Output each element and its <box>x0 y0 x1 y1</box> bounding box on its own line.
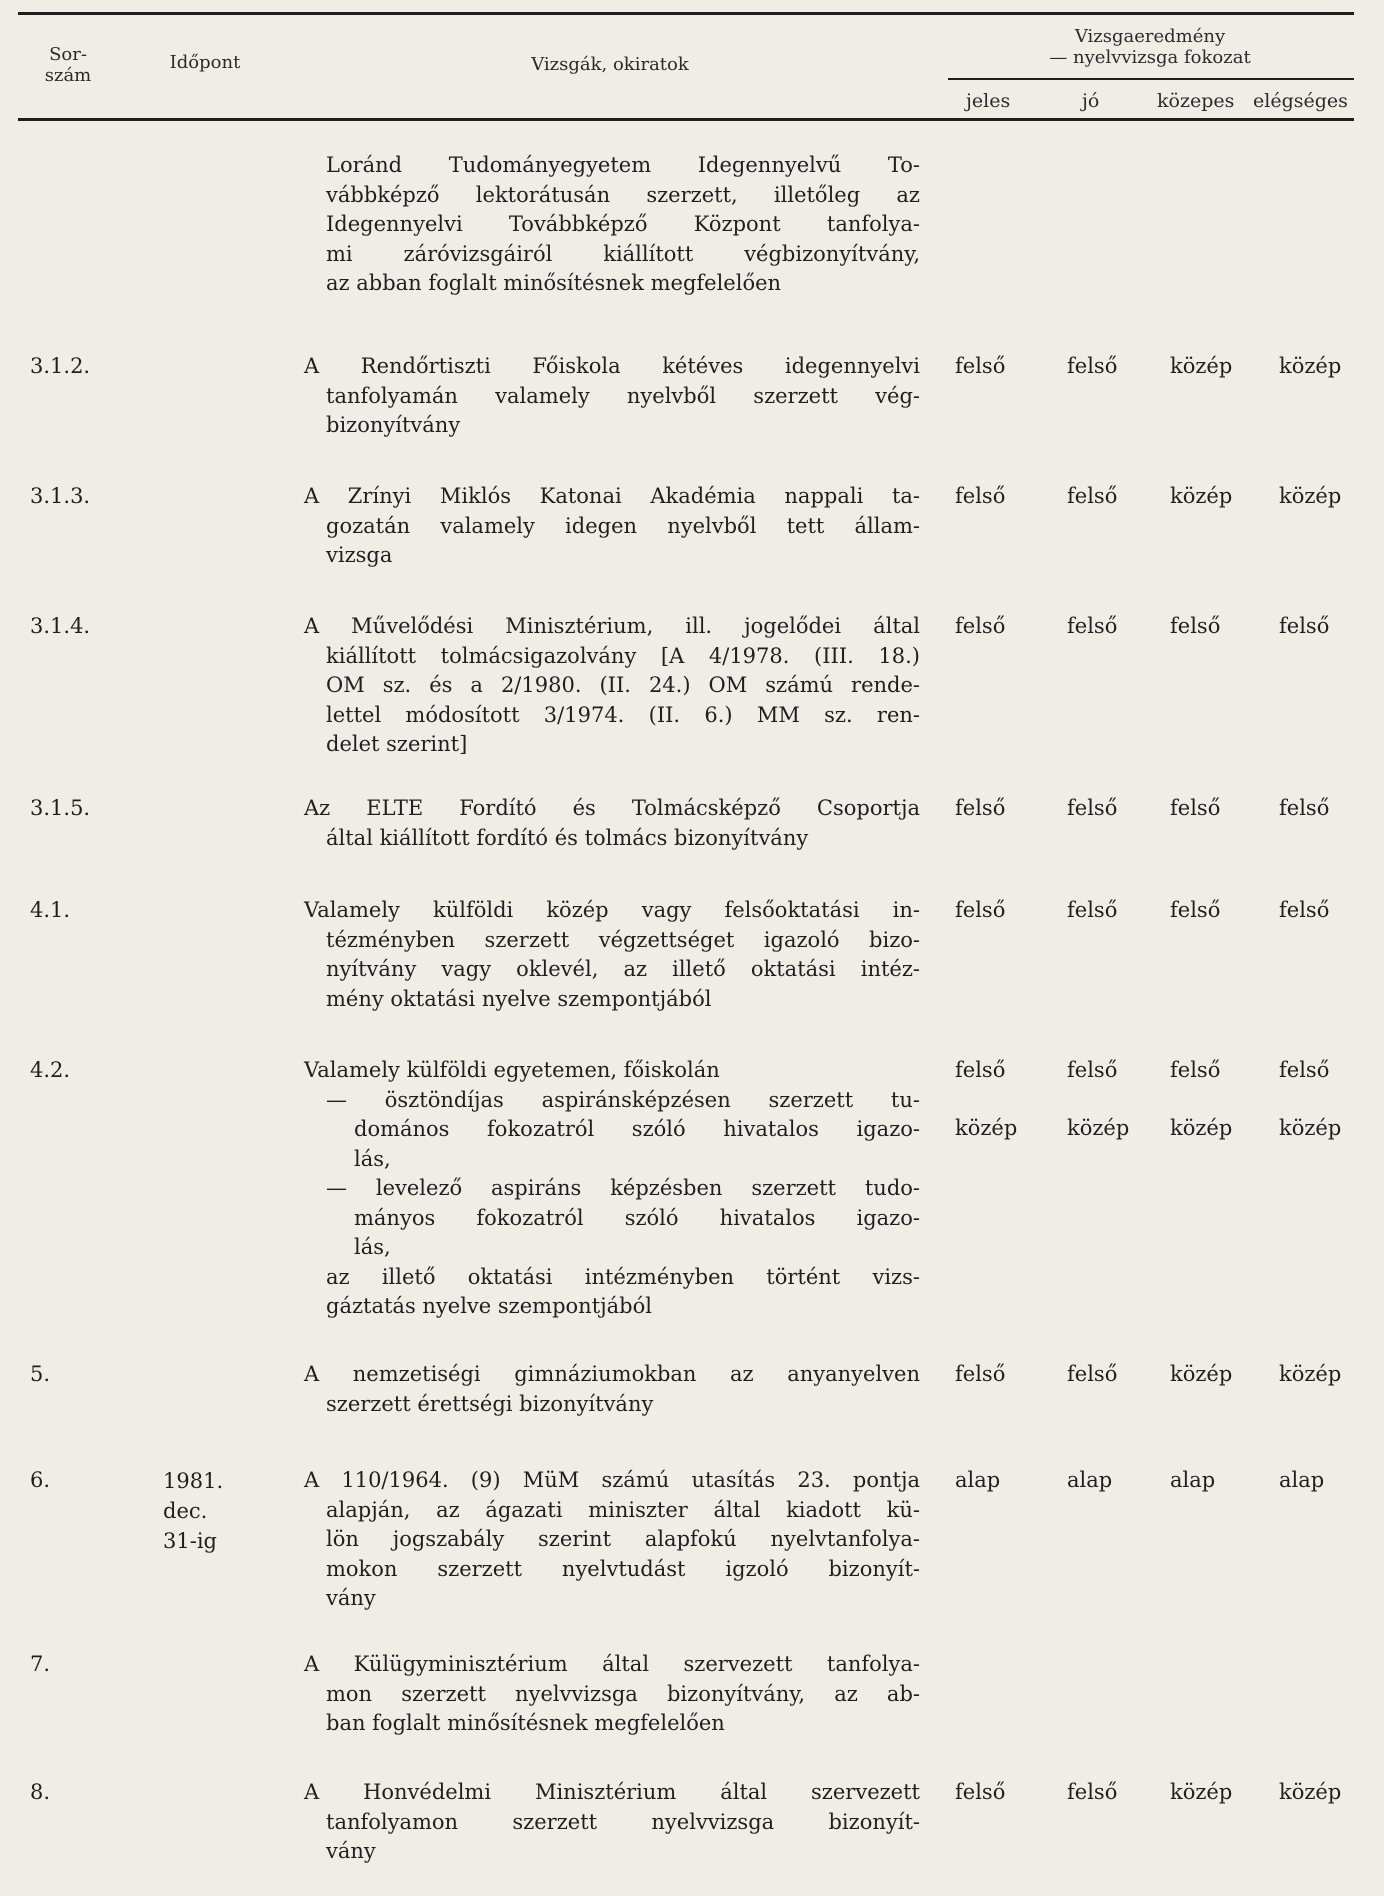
description-line: A nemzetiségi gimnáziumokban az anyanyelven <box>304 1362 920 1386</box>
grade-cell: közép <box>1279 1362 1342 1386</box>
description-line: mény oktatási nyelve szempontjából <box>326 986 712 1011</box>
description-line: bizonyítvány <box>326 413 461 437</box>
grade-cell: felső <box>1067 898 1118 922</box>
description-line: A 110/1964. (9) MüM számú utasítás 23. pontja <box>304 1468 920 1492</box>
description-line: vány <box>326 1586 376 1610</box>
description-line: az illető oktatási intézményben történt vizs- <box>326 1264 920 1289</box>
description-line: gáztatás nyelve szempontjából <box>326 1294 652 1318</box>
description-line: alapján, az ágazati miniszter által kiadott kü- <box>326 1497 920 1522</box>
description-line: — levelező aspiráns képzésben szerzett tudo- <box>326 1176 920 1200</box>
header-idopont: Időpont <box>169 52 241 73</box>
grade-cell: közép <box>1170 1362 1233 1386</box>
grade-cell: felső <box>1170 796 1221 820</box>
row-number: 3.1.3. <box>30 484 91 508</box>
grade-cell: közép <box>1170 1780 1233 1804</box>
grade-cell: felső <box>1067 796 1118 820</box>
description-line: tanfolyamán valamely nyelvből szerzett vég- <box>326 383 920 408</box>
grade-cell: felső <box>1170 898 1221 922</box>
description-line: A Rendőrtiszti Főiskola kétéves idegennyelvi <box>304 354 920 378</box>
row-number: 3.1.5. <box>30 796 91 820</box>
grade-cell: alap <box>1067 1468 1113 1492</box>
row-date: 1981. <box>163 1469 224 1493</box>
grade-cell: közép <box>1067 1116 1130 1140</box>
row-description <box>304 1650 920 1739</box>
description-line: mányos fokozatról szóló hivatalos igazo- <box>354 1205 920 1230</box>
row-date: 31-ig <box>163 1529 217 1553</box>
description-line: A Honvédelmi Minisztérium által szervezett <box>304 1780 920 1804</box>
row-number: 7. <box>30 1652 51 1676</box>
top-rule <box>18 12 1354 15</box>
description-line: lás, <box>354 1235 391 1259</box>
description-line: mi záróvizsgáiról kiállított végbizonyítvány, <box>326 241 920 266</box>
row-number: 4.1. <box>30 898 71 922</box>
grade-cell: felső <box>1279 898 1330 922</box>
grade-cell: felső <box>955 796 1006 820</box>
description-line: lás, <box>354 1146 391 1171</box>
grade-cell: közép <box>1170 354 1233 378</box>
description-line: Idegennyelvi Továbbképző Központ tanfolya- <box>326 212 920 236</box>
row-number: 6. <box>30 1468 51 1492</box>
header-grade-kozepes: közepes <box>1157 90 1235 112</box>
grade-cell: felső <box>1067 354 1118 378</box>
grade-cell: felső <box>1279 1058 1330 1082</box>
row-number: 5. <box>30 1362 51 1386</box>
row-description <box>304 794 920 853</box>
grade-cell: közép <box>1279 484 1342 508</box>
grade-cell: felső <box>1279 614 1330 638</box>
grade-cell: közép <box>1279 1780 1342 1804</box>
description-line: delet szerint] <box>326 732 468 756</box>
row-number: 4.2. <box>30 1058 71 1082</box>
grade-cell: közép <box>1170 1116 1233 1140</box>
description-line: lettel módosított 3/1974. (II. 6.) MM sz. ren- <box>326 702 920 727</box>
row-number: 3.1.4. <box>30 614 91 638</box>
grade-cell: felső <box>1170 614 1221 638</box>
grade-cell: alap <box>955 1468 1001 1492</box>
grade-cell: felső <box>955 898 1006 922</box>
grade-cell: felső <box>1067 1780 1118 1804</box>
row-description <box>304 482 920 571</box>
grade-cell: közép <box>1279 1116 1342 1140</box>
description-line: vizsga <box>326 543 393 567</box>
description-line: OM sz. és a 2/1980. (II. 24.) OM számú rende- <box>326 673 920 697</box>
description-line: gozatán valamely idegen nyelvből tett állam- <box>326 513 920 538</box>
description-line: Valamely külföldi egyetemen, főiskolán <box>304 1058 720 1082</box>
row-description <box>304 1056 920 1322</box>
header-bottom-rule <box>18 118 1354 121</box>
grade-cell: felső <box>1067 484 1118 508</box>
header-grade-elegseges: elégséges <box>1253 90 1348 112</box>
description-line: az abban foglalt minősítésnek megfelelően <box>326 271 782 295</box>
grade-cell: alap <box>1170 1468 1216 1492</box>
row-description <box>304 352 920 441</box>
row-number: 3.1.2. <box>30 354 91 378</box>
row-date: dec. <box>163 1499 208 1523</box>
grade-subrule <box>948 78 1354 80</box>
row-description <box>304 1778 920 1867</box>
description-line: nyítvány vagy oklevél, az illető oktatási intéz- <box>326 957 920 981</box>
grade-cell: felső <box>955 1780 1006 1804</box>
row-description <box>304 896 920 1014</box>
description-line: domános fokozatról szóló hivatalos igazo- <box>354 1117 920 1141</box>
description-line: tanfolyamon szerzett nyelvvizsga bizonyít- <box>326 1809 920 1834</box>
grade-cell: közép <box>955 1116 1018 1140</box>
row-description <box>304 151 920 299</box>
grade-cell: felső <box>955 614 1006 638</box>
grade-cell: felső <box>955 1058 1006 1082</box>
description-line: A Külügyminisztérium által szervezett tanfolya- <box>304 1652 920 1676</box>
description-line: Az ELTE Fordító és Tolmácsképző Csoportja <box>304 796 920 820</box>
header-grade-jo: jó <box>1082 90 1100 112</box>
grade-cell: felső <box>1279 796 1330 820</box>
header-eredmeny-line1: Vizsgaeredmény <box>1074 26 1226 47</box>
description-line: Loránd Tudományegyetem Idegennyelvű To- <box>326 153 920 177</box>
description-line: Valamely külföldi közép vagy felsőoktatási in- <box>304 898 920 922</box>
grade-cell: közép <box>1279 354 1342 378</box>
description-line: tézményben szerzett végzettséget igazoló bizo- <box>326 927 920 952</box>
description-line: kiállított tolmácsigazolvány [A 4/1978. (III. 18.) <box>326 643 920 668</box>
header-grade-jeles: jeles <box>966 90 1011 112</box>
description-line: lön jogszabály szerint alapfokú nyelvtanfolya- <box>326 1527 920 1551</box>
description-line: A Művelődési Minisztérium, ill. jogelődei által <box>304 614 920 638</box>
row-number: 8. <box>30 1780 51 1804</box>
description-line: vábbképző lektorátusán szerzett, illetőleg az <box>326 182 920 207</box>
row-description <box>304 1466 920 1614</box>
row-description <box>304 612 920 760</box>
grade-cell: felső <box>955 354 1006 378</box>
description-line: mon szerzett nyelvvizsga bizonyítvány, az ab- <box>326 1681 920 1706</box>
description-line: szerzett érettségi bizonyítvány <box>326 1391 654 1416</box>
grade-cell: közép <box>1170 484 1233 508</box>
header-sorszam: Sor- szám <box>44 44 92 86</box>
grade-cell: felső <box>955 484 1006 508</box>
description-line: ban foglalt minősítésnek megfelelően <box>326 1711 725 1735</box>
grade-cell: felső <box>955 1362 1006 1386</box>
grade-cell: alap <box>1279 1468 1325 1492</box>
grade-cell: felső <box>1067 1058 1118 1082</box>
description-line: vány <box>326 1839 376 1863</box>
header-eredmeny-line2: — nyelvvizsga fokozat <box>1049 47 1251 68</box>
description-line: mokon szerzett nyelvtudást igzoló bizonyít- <box>326 1556 920 1581</box>
grade-cell: felső <box>1067 614 1118 638</box>
grade-cell: felső <box>1170 1058 1221 1082</box>
row-description <box>304 1360 920 1419</box>
header-vizsgak: Vizsgák, okiratok <box>531 54 689 75</box>
description-line: A Zrínyi Miklós Katonai Akadémia nappali ta- <box>304 484 920 508</box>
description-line: által kiállított fordító és tolmács bizonyítvány <box>326 825 809 850</box>
description-line: — ösztöndíjas aspiránsképzésen szerzett tu- <box>326 1087 920 1112</box>
grade-cell: felső <box>1067 1362 1118 1386</box>
